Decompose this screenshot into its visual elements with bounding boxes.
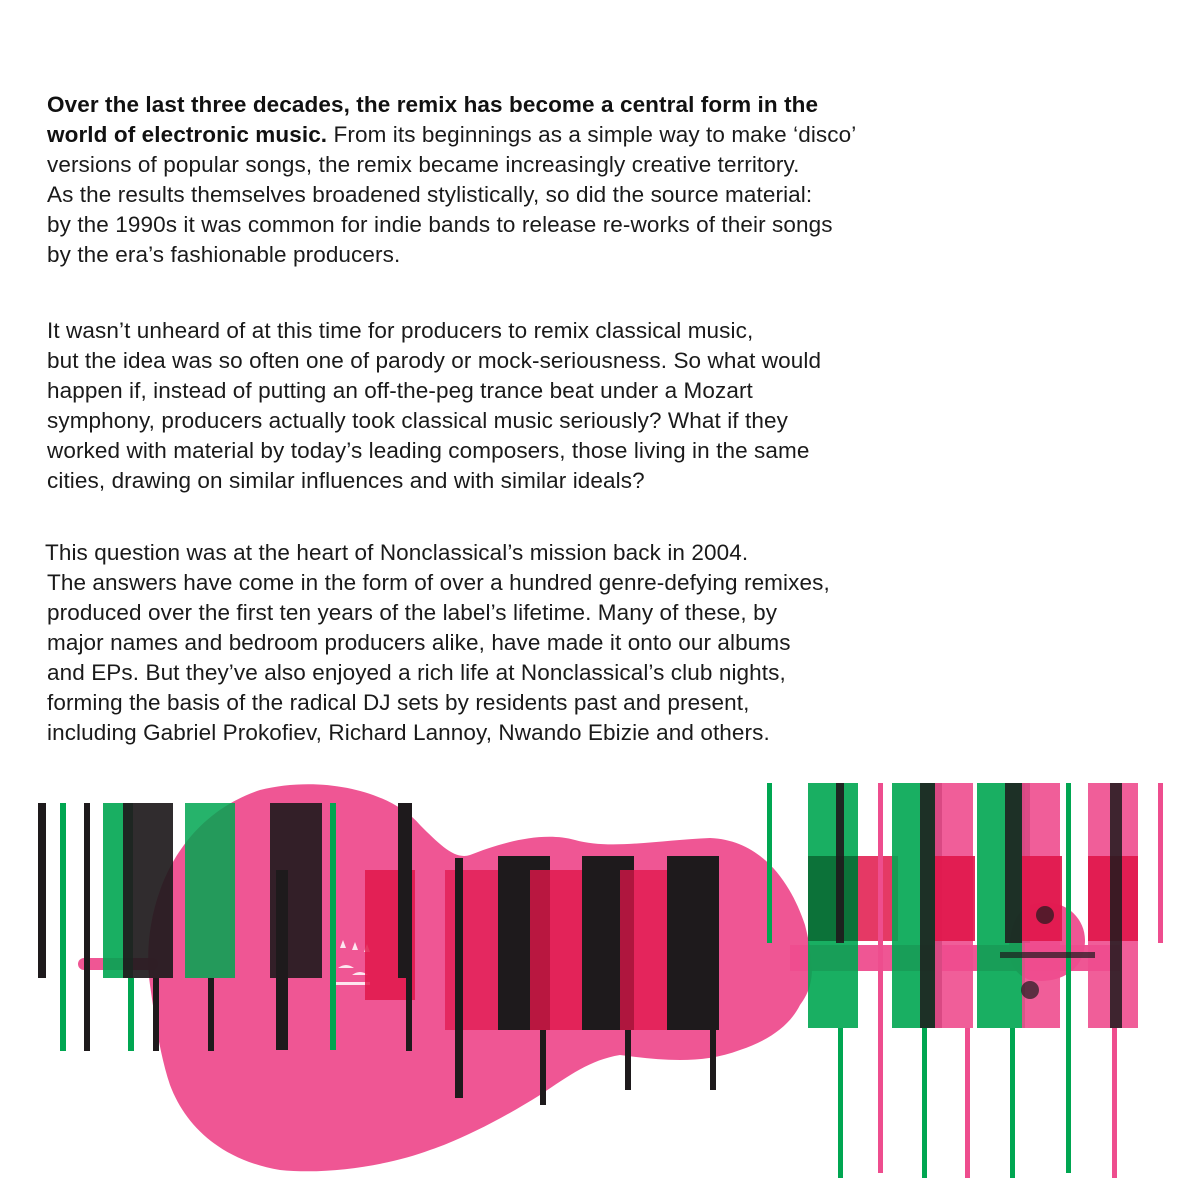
third-paragraph bbox=[47, 538, 917, 748]
paragraph-line: It wasn’t unheard of at this time for producers to remix classical music, bbox=[47, 318, 754, 343]
intro-lead-line: Over the last three decades, the remix has become a central form in the bbox=[47, 92, 819, 117]
paragraph-line: worked with material by today’s leading composers, those living in the same bbox=[47, 438, 810, 463]
violin-piano-keys-illustration bbox=[0, 770, 1200, 1185]
paragraph-line: symphony, producers actually took classical music seriously? What if they bbox=[47, 408, 788, 433]
intro-lead-emphasis: world of electronic music. bbox=[47, 122, 328, 147]
paragraph-line: major names and bedroom producers alike, have made it onto our albums bbox=[47, 630, 791, 655]
intro-line: by the 1990s it was common for indie bands to release re-works of their songs bbox=[47, 212, 833, 237]
paragraph-line: This question was at the heart of Nonclassical’s mission back in 2004. bbox=[45, 540, 749, 565]
paragraph-line: The answers have come in the form of over a hundred genre-defying remixes, bbox=[47, 570, 830, 595]
paragraph-line: forming the basis of the radical DJ sets by residents past and present, bbox=[47, 690, 750, 715]
piano-keys-right bbox=[767, 783, 1163, 1178]
paragraph-line: produced over the first ten years of the label’s lifetime. Many of these, by bbox=[47, 600, 778, 625]
paragraph-line: including Gabriel Prokofiev, Richard Lannoy, Nwando Ebizie and others. bbox=[47, 720, 770, 745]
second-paragraph bbox=[47, 316, 917, 496]
paragraph-line: cities, drawing on similar influences and with similar ideals? bbox=[47, 468, 645, 493]
intro-line-rest: From its beginnings as a simple way to make ‘disco’ bbox=[327, 122, 857, 147]
paragraph-line: and EPs. But they’ve also enjoyed a rich life at Nonclassical’s club nights, bbox=[47, 660, 786, 685]
intro-line: versions of popular songs, the remix became increasingly creative territory. bbox=[47, 152, 800, 177]
paragraph-line: happen if, instead of putting an off-the-peg trance beat under a Mozart bbox=[47, 378, 753, 403]
intro-line: As the results themselves broadened stylistically, so did the source material: bbox=[47, 182, 813, 207]
intro-line: by the era’s fashionable producers. bbox=[47, 242, 401, 267]
intro-line bbox=[47, 120, 917, 150]
paragraph-line: but the idea was so often one of parody or mock-seriousness. So what would bbox=[47, 348, 822, 373]
intro-paragraph bbox=[47, 90, 917, 270]
